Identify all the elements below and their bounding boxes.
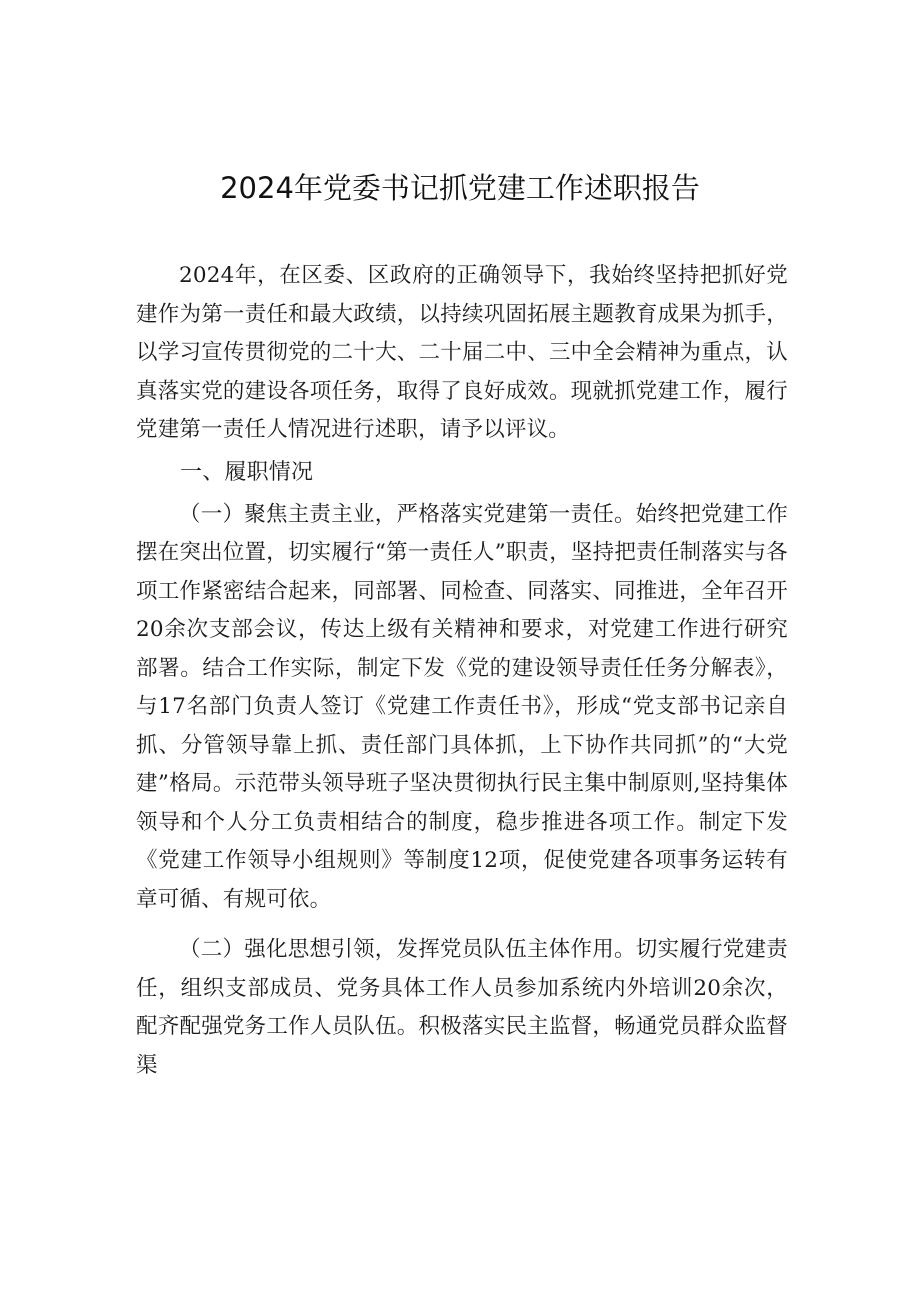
- document-body: [136, 257, 788, 1085]
- paragraph-2: （二）强化思想引领，发挥党员队伍主体作用。切实履行党建责任，组织支部成员、党务具体工作人员参加系统内外培训20余次，配齐配强党务工作人员队伍。积极落实民主监督，畅通党员群众监督渠: [136, 937, 788, 1078]
- section-heading-1: 一、履职情况: [180, 459, 314, 485]
- document-title: 2024年党委书记抓党建工作述职报告: [220, 171, 700, 205]
- intro-paragraph: 2024年，在区委、区政府的正确领导下，我始终坚持把抓好党建作为第一责任和最大政绩，以持续巩固拓展主题教育成果为抓手，以学习宣传贯彻党的二十大、二十届二中、三中全会精神为重点，认真落实党的建设各项任务，取得了良好成效。现就抓党建工作，履行党建第一责任人情况进行述职，请予以评议。: [136, 263, 788, 442]
- paragraph-1: （一）聚焦主责主业，严格落实党建第一责任。始终把党建工作摆在突出位置，切实履行“第一责任人”职责，坚持把责任制落实与各项工作紧密结合起来，同部署、同检查、同落实、同推进，全年召开20余次支部会议，传达上级有关精神和要求，对党建工作进行研究部署。结合工作实际，制定下发《党的建设领导责任任务分解表》，与17名部门负责人签订《党建工作责任书》，形成“党支部书记亲自抓、分管领导靠上抓、责任部门具体抓，上下协作共同抓”的“大党建”格局。示范带头领导班子坚决贯彻执行民主集中制原则,坚持集体领导和个人分工负责相结合的制度，稳步推进各项工作。制定下发《党建工作领导小组规则》等制度12项，促使党建各项事务运转有章可循、有规可依。: [136, 501, 788, 912]
